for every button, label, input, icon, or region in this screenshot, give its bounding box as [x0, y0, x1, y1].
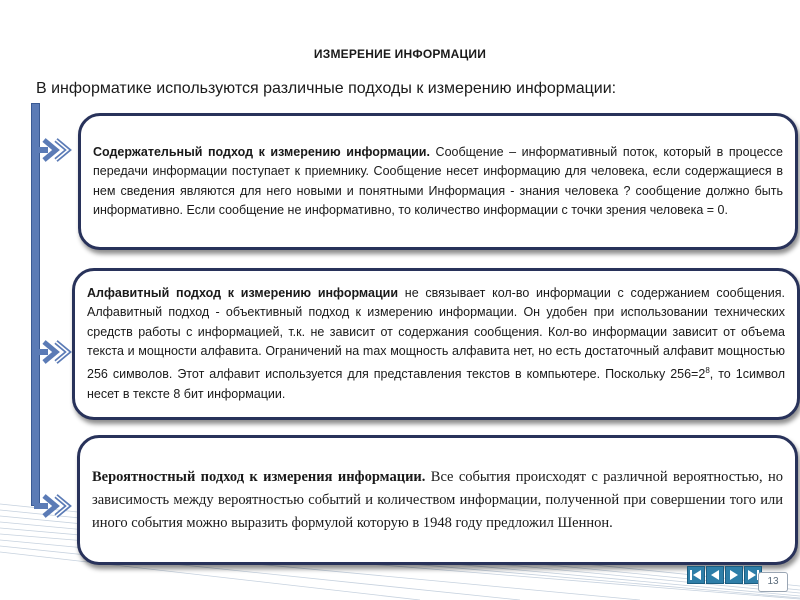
card-heading: Содержательный подход к измерению информации. — [93, 144, 430, 159]
card-content-approach — [78, 113, 798, 250]
double-chevron-right-icon — [34, 138, 74, 162]
page-number: 13 — [758, 572, 788, 592]
prev-button[interactable] — [706, 566, 724, 584]
slide-title: ИЗМЕРЕНИЕ ИНФОРМАЦИИ — [313, 47, 487, 61]
double-chevron-right-icon — [34, 494, 74, 518]
connector-trunk — [31, 103, 40, 506]
card-alphabet-approach — [72, 268, 800, 420]
card-heading: Вероятностный подход к измерения информации. — [92, 468, 426, 485]
card-probability-approach-text — [92, 466, 783, 535]
card-alphabet-approach-text — [87, 284, 785, 404]
skip-back-button[interactable] — [687, 566, 705, 584]
power-superscript: 8 — [705, 366, 710, 376]
card-body: Сообщение – информативный поток, который в процессе передачи информации поступает к приемнику. Сообщение несет информацию для человека, если содержащиеся в нем сведения являются для него новыми и понятными Информация - знания человека ? сообщение должно быть информативно. Если сообщение не информативно, то количество информации с точки зрения человека = 0. — [93, 144, 783, 217]
card-heading: Алфавитный подход к измерению информации — [87, 286, 399, 301]
intro-text: В информатике используются различные подходы к измерению информации: — [36, 80, 617, 97]
skip-back-icon — [690, 570, 702, 580]
double-chevron-right-icon — [34, 340, 74, 364]
card-body-end: , то 1символ несет в тексте 8 бит информации. — [87, 367, 785, 401]
next-icon — [728, 570, 740, 580]
prev-icon — [709, 570, 721, 580]
next-button[interactable] — [725, 566, 743, 584]
card-probability-approach — [77, 435, 798, 565]
card-content-approach-text — [93, 143, 783, 221]
card-body: Все события происходят с различной вероятностью, но зависимость между вероятностью событий и количеством информации, полученной при совершении того или иного события можно выразить формулой которую в 1948 году предложил Шеннон. — [92, 468, 783, 531]
card-body: не связывает кол-во информации с содержанием сообщения. Алфавитный подход - объективный подход к измерению информации. Он удобен при использовании технических средств работы с информацией, т.к. не зависит от содержания сообщения. Кол-во информации зависит от объема текста и мощности алфавита. Ограничений на max мощность алфавита нет, но есть достаточный алфавит мощностью 256 символов. Этот алфавит используется для представления текстов в компьютере. Поскольку 256=2 — [87, 286, 785, 382]
